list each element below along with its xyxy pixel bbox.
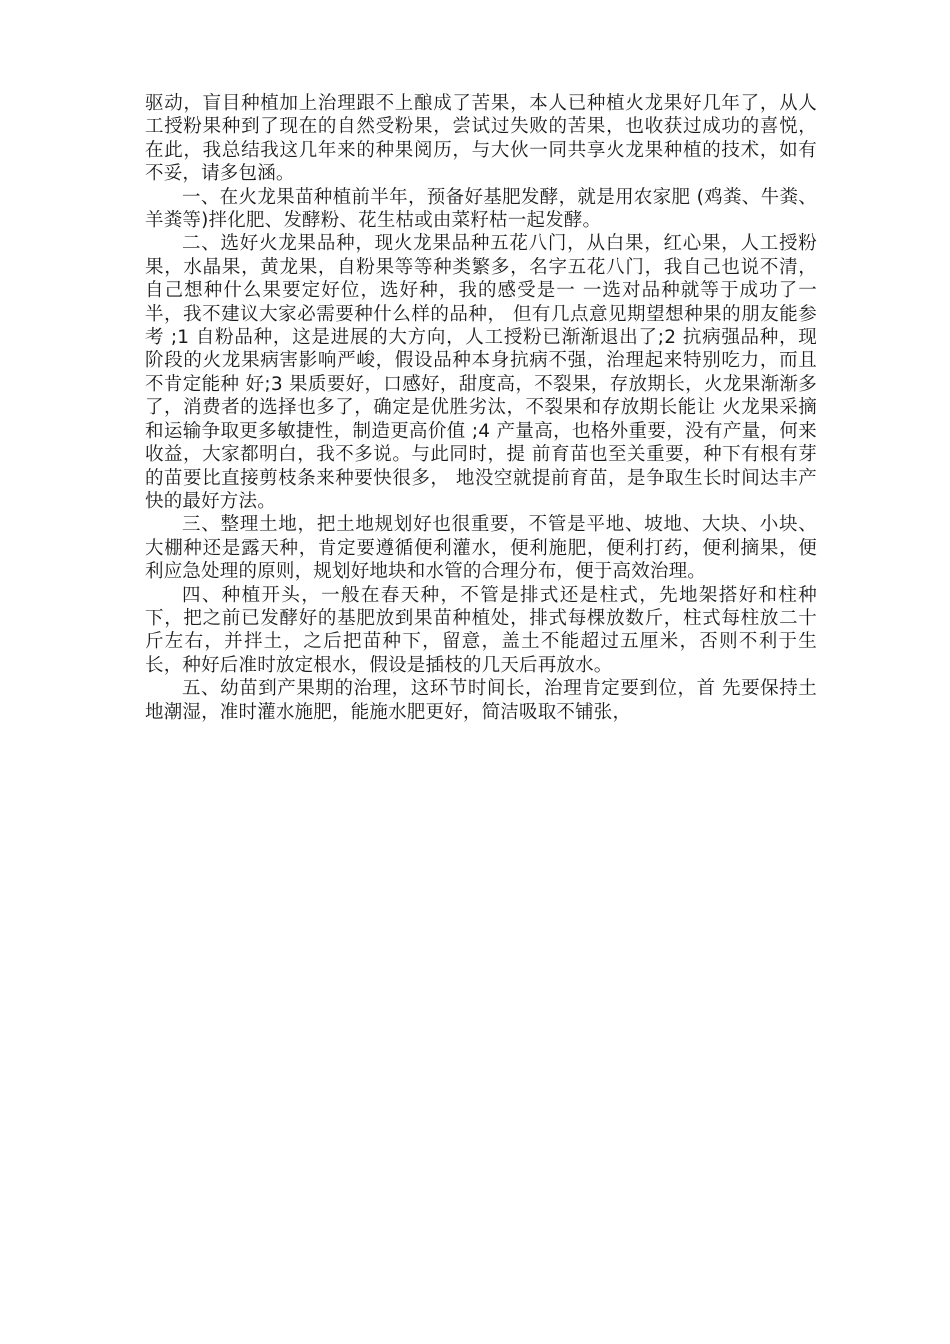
paragraph-intro: 驱动，盲目种植加上治理跟不上酿成了苦果，本人已种植火龙果好几年了，从人工授粉果种到了现在的自然受粉果，尝试过失败的苦果，也收获过成功的喜悦，在此，我总结我这几年来的种果阅历，与大伙一同共享火龙果种植的技术，如有不妥，请多包涵。 (145, 93, 817, 185)
document-body (145, 92, 817, 724)
paragraph-step-4: 四、种植开头，一般在春天种，不管是排式还是柱式，先地架搭好和柱种下，把之前已发酵好的基肥放到果苗种植处，排式每棵放数斤，柱式每柱放二十斤左右，并拌土，之后把苗种下，留意，盖土不能超过五厘米，否则不利于生长，种好后准时放定根水，假设是插枝的几天后再放水。 (145, 584, 817, 676)
paragraph-step-2: 二、选好火龙果品种，现火龙果品种五花八门，从白果，红心果，人工授粉果，水晶果，黄龙果，自粉果等等种类繁多，名字五花八门，我自己也说不清，自己想种什么果要定好位，选好种，我的感受是一 一选对品种就等于成功了一半，我不建议大家必需要种什么样的品种， 但有几点意见期望想种果的朋友能参考 ;1 自粉品种，这是进展的大方向，人工授粉已渐渐退出了;2 抗病强品种，现阶段的火龙果病害影响严峻，假设品种本身抗病不强，治理起来特别吃力，而且不肯定能种 好;3 果质要好，口感好，甜度高，不裂果，存放期长，火龙果渐渐多了，消费者的选择也多了，确定是优胜劣汰，不裂果和存放期长能让 火龙果采摘和运输争取更多敏捷性，制造更高价值 ;4 产量高，也格外重要，没有产量，何来收益，大家都明白，我不多说。与此同时，提 前育苗也至关重要，种下有根有芽的苗要比直接剪枝条来种要快很多， 地没空就提前育苗，是争取生长时间达丰产快的最好方法。 (145, 233, 817, 512)
paragraph-step-1: 一、在火龙果苗种植前半年，预备好基肥发酵，就是用农家肥 (鸡粪、牛粪、羊粪等)拌化肥、发酵粉、花生枯或由菜籽枯一起发酵。 (145, 186, 817, 232)
paragraph-step-3: 三、整理土地，把土地规划好也很重要，不管是平地、坡地、大块、小块、大棚种还是露天种，肯定要遵循便利灌水，便利施肥，便利打药，便利摘果，便利应急处理的原则，规划好地块和水管的合理分布，便于高效治理。 (145, 514, 817, 583)
paragraph-step-5: 五、幼苗到产果期的治理，这环节时间长，治理肯定要到位，首 先要保持土地潮湿，准时灌水施肥，能施水肥更好，简洁吸取不铺张， (145, 678, 817, 723)
